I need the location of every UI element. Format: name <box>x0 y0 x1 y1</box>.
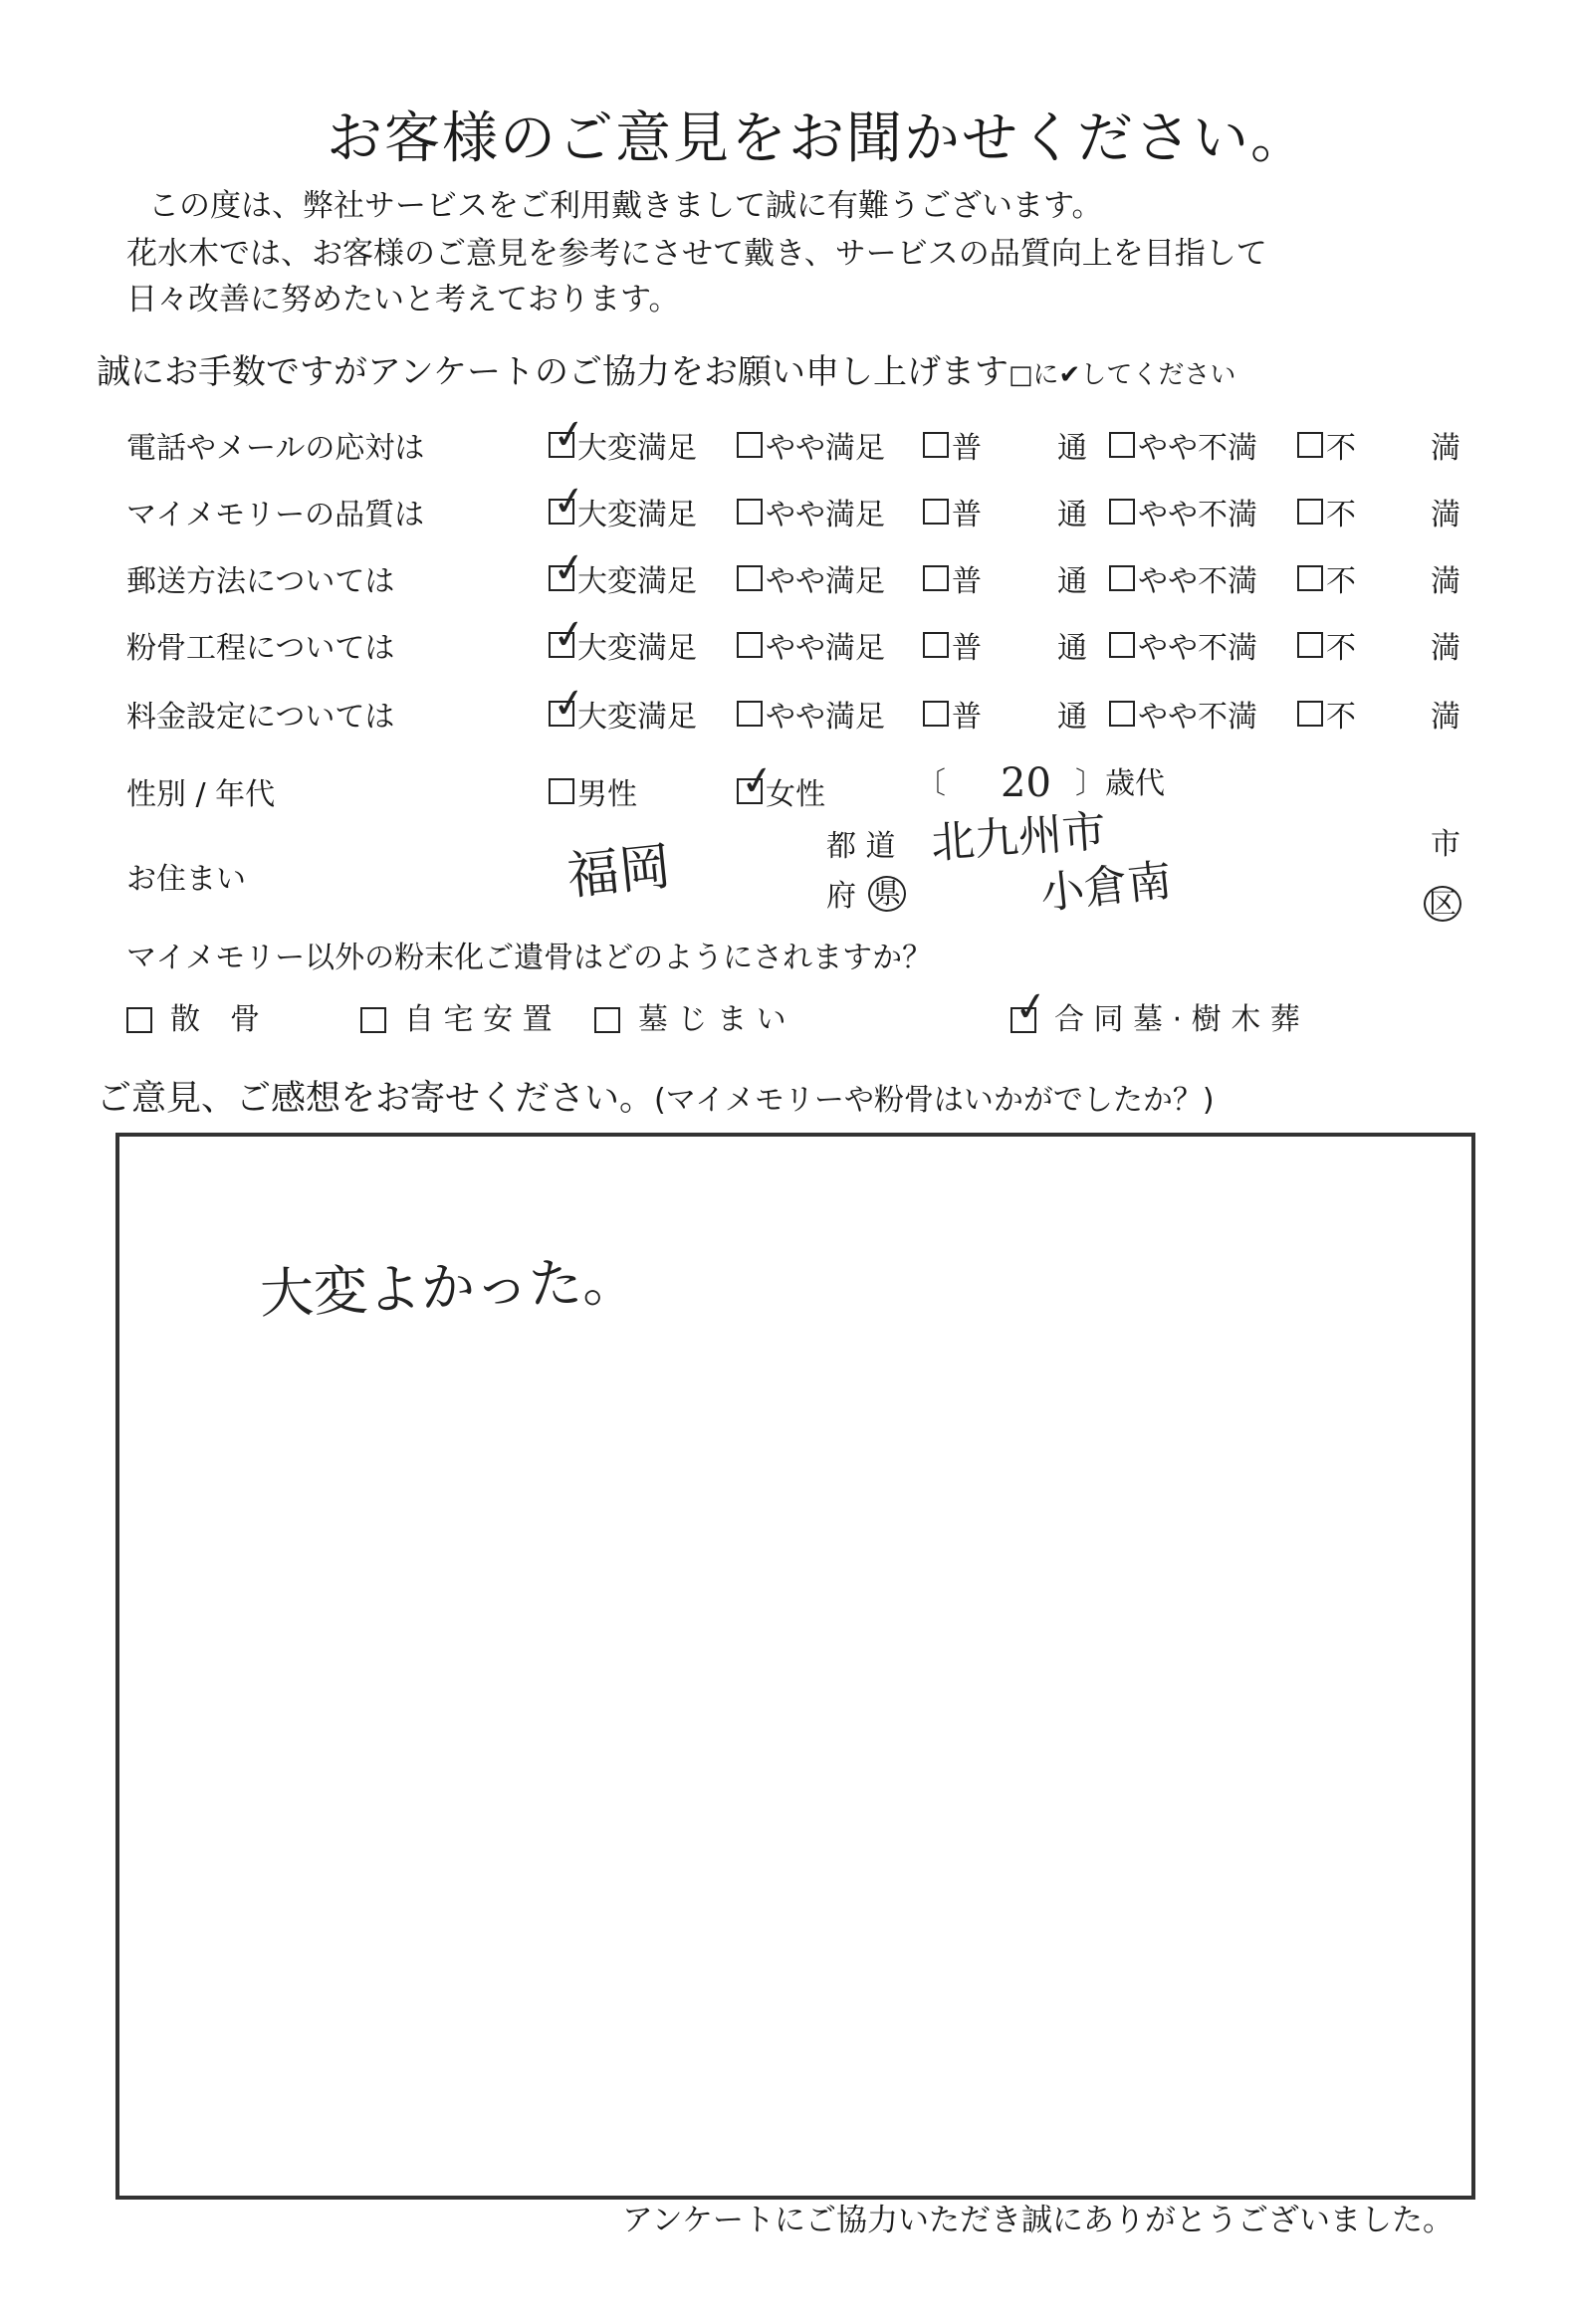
disposal-option-label: 墓 じ ま い <box>638 1002 786 1037</box>
rating-option[interactable] <box>1297 692 1356 736</box>
city-value[interactable]: 北九州市 <box>929 805 1108 870</box>
checkbox[interactable] <box>1297 432 1323 458</box>
checkbox[interactable] <box>923 632 949 658</box>
checkbox-checked[interactable] <box>549 476 589 528</box>
intro-line-2: 花水木では、お客様のご意見を参考にさせて戴き、サービスの品質向上を目指して <box>126 236 1267 272</box>
rating-row <box>0 476 1569 532</box>
disposal-option[interactable] <box>1010 981 1300 1037</box>
ku-label: 区 <box>1424 886 1461 922</box>
checkbox[interactable] <box>1109 565 1135 591</box>
rating-row <box>0 678 1569 735</box>
rating-option[interactable] <box>923 423 982 467</box>
checkbox-checked[interactable] <box>1010 981 1051 1033</box>
checkbox-checked[interactable] <box>549 542 589 594</box>
rating-option-label: やや満足 <box>766 700 885 735</box>
gender-age-row <box>0 755 1569 812</box>
check-mark-icon: ✓ <box>549 542 589 594</box>
checkbox-checked[interactable] <box>737 755 778 807</box>
instruction-note: □に✔してください <box>1008 360 1236 390</box>
instruction-text: 誠にお手数ですがアンケートのご協力をお願い申し上げます <box>97 352 1009 392</box>
instruction <box>97 352 1236 392</box>
rating-option[interactable] <box>1109 490 1257 533</box>
checkbox[interactable] <box>737 432 763 458</box>
pref-suffix-top: 都 道 <box>826 829 896 864</box>
checkbox[interactable] <box>1297 565 1323 591</box>
female-option[interactable] <box>737 755 825 813</box>
male-option[interactable] <box>549 769 637 813</box>
rating-row <box>0 609 1569 666</box>
rating-option[interactable] <box>549 678 697 736</box>
checkbox[interactable] <box>1297 499 1323 525</box>
rating-option-label-suffix: 通 <box>1057 631 1087 666</box>
rating-label: マイメモリーの品質は <box>126 498 425 532</box>
checkbox[interactable] <box>126 1007 152 1033</box>
rating-option[interactable] <box>549 542 697 600</box>
rating-option[interactable] <box>1297 556 1356 600</box>
checkbox[interactable] <box>737 499 763 525</box>
male-label: 男性 <box>577 777 637 812</box>
bracket-close: 〕 <box>1075 766 1105 801</box>
rating-option[interactable] <box>1109 423 1257 467</box>
age-value[interactable]: 20 <box>1001 760 1051 806</box>
disposal-question: マイメモリー以外の粉末化ご遺骨はどのようにされますか？ <box>126 941 933 975</box>
check-mark-icon: ✓ <box>549 678 589 730</box>
checkbox-checked[interactable] <box>549 609 589 661</box>
checkbox[interactable] <box>1109 499 1135 525</box>
rating-option-label: やや不満 <box>1138 564 1257 599</box>
rating-option-label: 大変満足 <box>577 431 697 466</box>
rating-option[interactable] <box>549 476 697 533</box>
rating-option-label: 大変満足 <box>577 700 697 735</box>
rating-option-label-suffix: 通 <box>1057 564 1087 599</box>
ku-circled <box>1424 886 1461 922</box>
footer-thanks: アンケートにご協力いただき誠にありがとうございました。 <box>621 2203 1454 2238</box>
pref-fu: 府 <box>826 879 856 914</box>
rating-option-label: 普 <box>952 498 982 532</box>
rating-option-label: 普 <box>952 631 982 666</box>
rating-option-label: 普 <box>952 431 982 466</box>
checkbox[interactable] <box>549 778 574 804</box>
rating-option-label: やや満足 <box>766 564 885 599</box>
rating-option-label: やや不満 <box>1138 700 1257 735</box>
rating-row <box>0 542 1569 599</box>
rating-option[interactable] <box>923 692 982 736</box>
rating-row <box>0 409 1569 466</box>
rating-label: 料金設定については <box>126 700 395 735</box>
disposal-option-label: 合 同 墓 · 樹 木 葬 <box>1054 1002 1300 1037</box>
rating-option-label: 不 <box>1326 631 1356 666</box>
comment-heading-text: ご意見、ご感想をお寄せください。 <box>97 1079 655 1119</box>
rating-option[interactable] <box>737 490 885 533</box>
checkbox[interactable] <box>360 1007 386 1033</box>
check-mark-icon: ✓ <box>549 409 589 461</box>
rating-option-label: 不 <box>1326 431 1356 466</box>
rating-option-label: 普 <box>952 700 982 735</box>
disposal-option[interactable] <box>360 1002 553 1037</box>
rating-option-label: 不 <box>1326 564 1356 599</box>
checkbox[interactable] <box>923 701 949 727</box>
rating-option-label-suffix: 満 <box>1431 700 1460 735</box>
rating-option-label-suffix: 通 <box>1057 700 1087 735</box>
check-mark-icon: ✓ <box>1010 981 1051 1033</box>
prefecture-value[interactable]: 福岡 <box>564 836 674 908</box>
page-title: お客様のご意見をお聞かせください。 <box>327 106 1308 171</box>
rating-label: 電話やメールの応対は <box>126 431 425 466</box>
checkbox[interactable] <box>1297 632 1323 658</box>
comment-heading <box>97 1079 1215 1119</box>
disposal-option[interactable] <box>594 1002 786 1037</box>
female-label: 女性 <box>766 777 825 812</box>
rating-option[interactable] <box>1109 692 1257 736</box>
gender-age-label: 性別 / 年代 <box>126 777 276 812</box>
pref-ken: 県 <box>868 876 906 912</box>
rating-option-label: 大変満足 <box>577 564 697 599</box>
check-mark-icon: ✓ <box>737 755 778 807</box>
intro-line-3: 日々改善に努めたいと考えております。 <box>126 282 680 317</box>
rating-option[interactable] <box>1109 556 1257 600</box>
checkbox-checked[interactable] <box>549 678 589 730</box>
bracket-open: 〔 <box>916 766 946 801</box>
checkbox[interactable] <box>737 701 763 727</box>
rating-option[interactable] <box>737 556 885 600</box>
disposal-option-label: 散 骨 <box>170 1002 260 1037</box>
rating-option[interactable] <box>737 692 885 736</box>
rating-option[interactable] <box>1297 490 1356 533</box>
rating-option[interactable] <box>1297 623 1356 667</box>
rating-option[interactable] <box>549 609 697 667</box>
rating-option-label: やや満足 <box>766 631 885 666</box>
check-mark-icon: ✓ <box>549 476 589 528</box>
rating-option-label: 不 <box>1326 498 1356 532</box>
rating-label: 粉骨工程については <box>126 631 395 666</box>
rating-option-label-suffix: 通 <box>1057 431 1087 466</box>
checkbox[interactable] <box>1109 701 1135 727</box>
checkbox[interactable] <box>594 1007 620 1033</box>
rating-option-label-suffix: 満 <box>1431 631 1460 666</box>
rating-option[interactable] <box>923 490 982 533</box>
disposal-option[interactable] <box>126 1002 260 1037</box>
rating-option[interactable] <box>737 623 885 667</box>
checkbox[interactable] <box>1109 432 1135 458</box>
address-label: お住まい <box>126 862 246 897</box>
rating-option[interactable] <box>737 423 885 467</box>
rating-option-label: やや満足 <box>766 431 885 466</box>
rating-option[interactable] <box>923 623 982 667</box>
pref-ken-circled <box>868 876 906 912</box>
shi-label: 市 <box>1431 827 1460 862</box>
rating-option-label: やや不満 <box>1138 631 1257 666</box>
rating-option-label-suffix: 満 <box>1431 431 1460 466</box>
checkbox[interactable] <box>737 565 763 591</box>
rating-option-label: やや不満 <box>1138 431 1257 466</box>
rating-option[interactable] <box>1109 623 1257 667</box>
rating-option-label: やや不満 <box>1138 498 1257 532</box>
checkbox[interactable] <box>737 632 763 658</box>
checkbox[interactable] <box>923 432 949 458</box>
intro-line-1: この度は、弊社サービスをご利用戴きまして誠に有難うございます。 <box>148 188 1103 224</box>
rating-option[interactable] <box>923 556 982 600</box>
rating-option-label: やや満足 <box>766 498 885 532</box>
rating-label: 郵送方法については <box>126 564 395 599</box>
rating-option-label: 大変満足 <box>577 498 697 532</box>
checkbox-checked[interactable] <box>549 409 589 461</box>
checkbox[interactable] <box>923 565 949 591</box>
rating-option-label: 大変満足 <box>577 631 697 666</box>
comment-box[interactable] <box>115 1133 1475 2200</box>
rating-option-label: 普 <box>952 564 982 599</box>
ward-value[interactable]: 小倉南 <box>1037 855 1175 920</box>
comment-subheading: (マイメモリーや粉骨はいかがでしたか？) <box>654 1083 1215 1118</box>
rating-option-label: 不 <box>1326 700 1356 735</box>
rating-option-label-suffix: 満 <box>1431 564 1460 599</box>
checkbox[interactable] <box>923 499 949 525</box>
address-row <box>0 854 1569 897</box>
checkbox[interactable] <box>1109 632 1135 658</box>
check-mark-icon: ✓ <box>549 609 589 661</box>
rating-option[interactable] <box>1297 423 1356 467</box>
rating-option-label-suffix: 満 <box>1431 498 1460 532</box>
checkbox[interactable] <box>1297 701 1323 727</box>
rating-option[interactable] <box>549 409 697 467</box>
comment-text: 大変よかった。 <box>258 1249 637 1326</box>
rating-option-label-suffix: 通 <box>1057 498 1087 532</box>
disposal-option-label: 自 宅 安 置 <box>404 1002 553 1037</box>
age-suffix: 歳代 <box>1105 766 1165 801</box>
